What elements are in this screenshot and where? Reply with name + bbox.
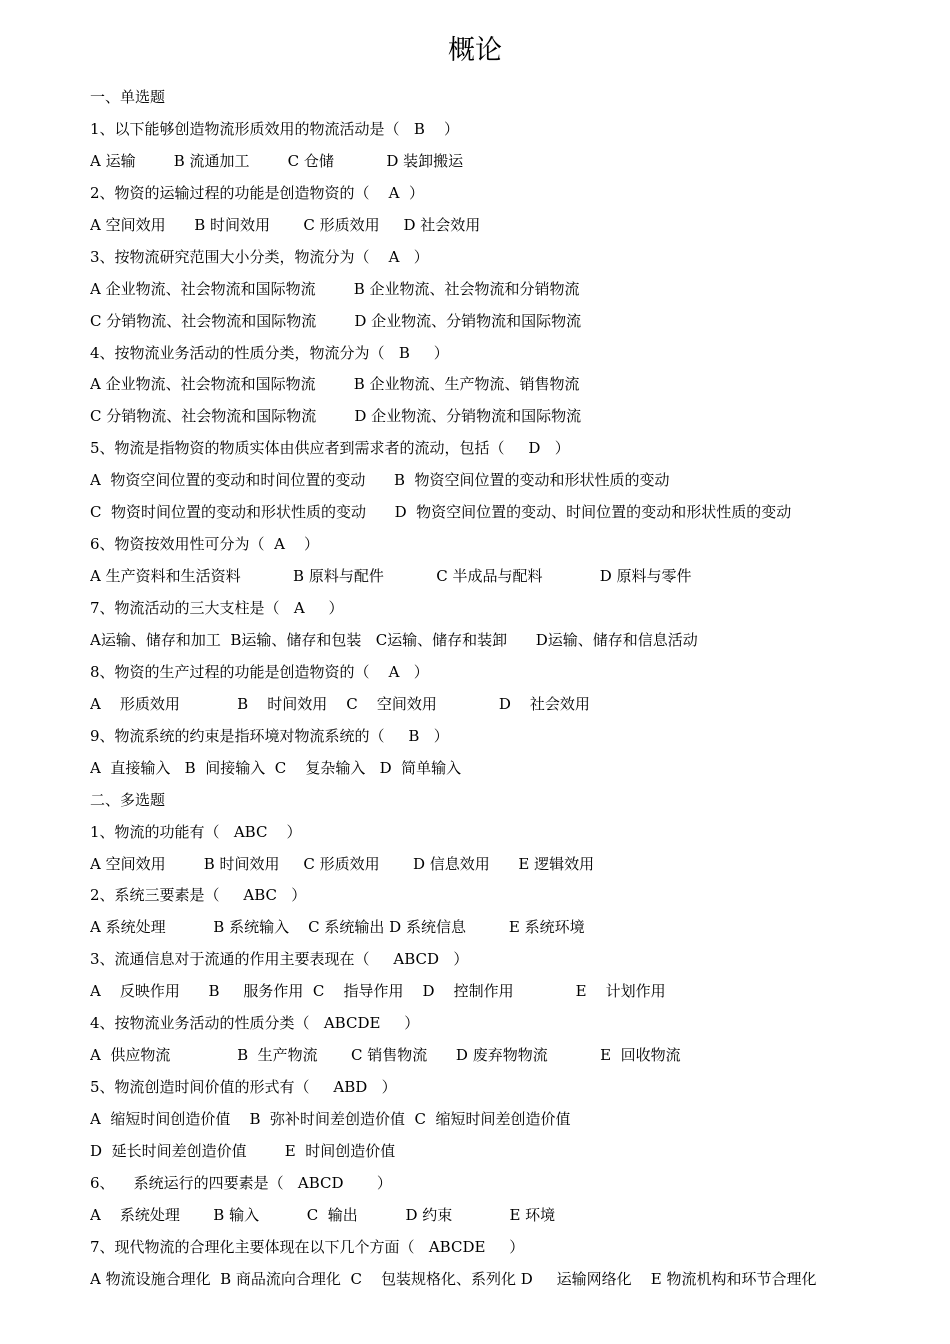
document-body <box>90 82 940 1296</box>
question-multi-4: 4、按物流业务活动的性质分类（ ABCDE ） <box>90 1014 420 1033</box>
options-single-6: A 生产资料和生活资料 B 原料与配件 C 半成品与配料 D 原料与零件 <box>90 567 692 586</box>
page-title: 概论 <box>448 35 502 66</box>
question-multi-6: 6、 系统运行的四要素是（ ABCD ） <box>90 1173 392 1192</box>
options-multi-6: A 系统处理 B 输入 C 输出 D 约束 E 环境 <box>90 1205 556 1224</box>
options-single-1: A 运输 B 流通加工 C 仓储 D 装卸搬运 <box>90 151 464 170</box>
question-single-9: 9、物流系统的约束是指环境对物流系统的（ B ） <box>90 726 449 745</box>
question-single-2: 2、物资的运输过程的功能是创造物资的（ A ） <box>90 183 424 202</box>
options-single-4-row1: A 企业物流、社会物流和国际物流 B 企业物流、生产物流、销售物流 <box>90 375 580 394</box>
options-multi-7: A 物流设施合理化 B 商品流向合理化 C 包装规格化、系列化 D 运输网络化 E 物流机构和环节合理化 <box>90 1269 817 1288</box>
question-single-5: 5、物流是指物资的物质实体由供应者到需求者的流动，包括（ D ） <box>90 439 570 458</box>
question-multi-1: 1、物流的功能有（ ABC ） <box>90 822 302 841</box>
options-single-5-row2: C 物资时间位置的变动和形状性质的变动 D 物资空间位置的变动、时间位置的变动和形状性质的变动 <box>90 503 792 522</box>
options-multi-4: A 供应物流 B 生产物流 C 销售物流 D 废弃物物流 E 回收物流 <box>90 1046 681 1065</box>
question-single-4: 4、按物流业务活动的性质分类，物流分为（ B ） <box>90 343 449 362</box>
options-single-7: A运输、储存和加工 B运输、储存和包装 C运输、储存和装卸 D运输、储存和信息活动 <box>90 630 698 649</box>
question-multi-7: 7、现代物流的合理化主要体现在以下几个方面（ ABCDE ） <box>90 1237 525 1256</box>
question-single-6: 6、物资按效用性可分为（ A ） <box>90 535 319 554</box>
question-multi-2: 2、系统三要素是（ ABC ） <box>90 886 307 905</box>
options-single-5-row1: A 物资空间位置的变动和时间位置的变动 B 物资空间位置的变动和形状性质的变动 <box>90 471 670 490</box>
options-single-2: A 空间效用 B 时间效用 C 形质效用 D 社会效用 <box>90 215 481 234</box>
question-multi-5: 5、物流创造时间价值的形式有（ ABD ） <box>90 1078 397 1097</box>
question-single-3: 3、按物流研究范围大小分类，物流分为（ A ） <box>90 247 429 266</box>
options-multi-3: A 反映作用 B 服务作用 C 指导作用 D 控制作用 E 计划作用 <box>90 982 666 1001</box>
section-heading-multi-choice: 二、多选题 <box>90 790 166 809</box>
options-single-3-row2: C 分销物流、社会物流和国际物流 D 企业物流、分销物流和国际物流 <box>90 311 582 330</box>
options-multi-5-row1: A 缩短时间创造价值 B 弥补时间差创造价值 C 缩短时间差创造价值 <box>90 1110 571 1128</box>
options-single-4-row2: C 分销物流、社会物流和国际物流 D 企业物流、分销物流和国际物流 <box>90 407 582 426</box>
options-multi-2: A 系统处理 B 系统输入 C 系统输出 D 系统信息 E 系统环境 <box>90 918 585 937</box>
options-single-8: A 形质效用 B 时间效用 C 空间效用 D 社会效用 <box>90 694 590 713</box>
options-multi-1: A 空间效用 B 时间效用 C 形质效用 D 信息效用 E 逻辑效用 <box>90 854 595 873</box>
options-single-3-row1: A 企业物流、社会物流和国际物流 B 企业物流、社会物流和分销物流 <box>90 279 580 298</box>
section-heading-single-choice: 一、单选题 <box>90 88 166 106</box>
question-single-8: 8、物资的生产过程的功能是创造物资的（ A ） <box>90 662 429 681</box>
options-single-9: A 直接输入 B 间接输入 C 复杂输入 D 简单输入 <box>90 758 462 777</box>
question-single-1: 1、以下能够创造物流形质效用的物流活动是（ B ） <box>90 119 459 138</box>
question-single-7: 7、物流活动的三大支柱是（ A ） <box>90 599 344 617</box>
options-multi-5-row2: D 延长时间差创造价值 E 时间创造价值 <box>90 1141 396 1160</box>
question-multi-3: 3、流通信息对于流通的作用主要表现在（ ABCD ） <box>90 950 469 969</box>
